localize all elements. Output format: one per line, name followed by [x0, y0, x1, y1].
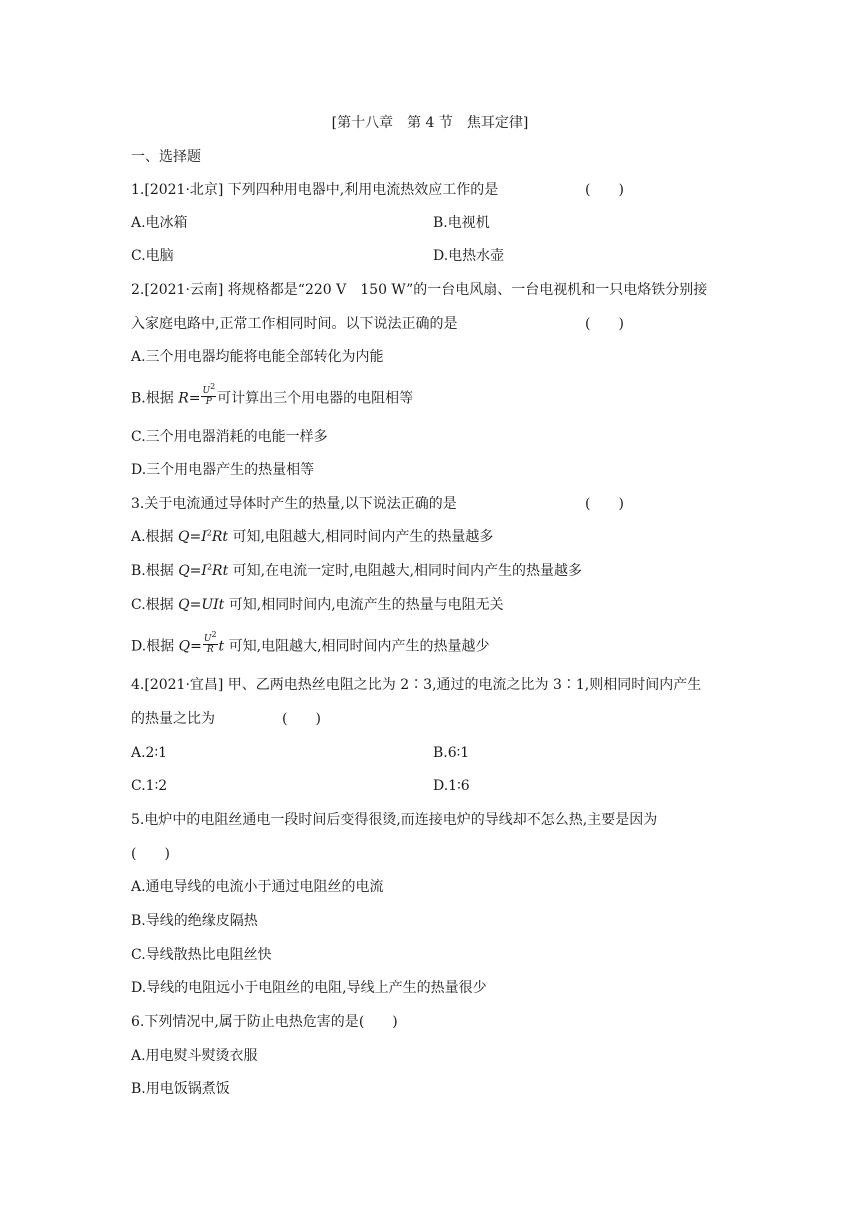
q3-option-b-suffix: 可知,在电流一定时,电阻越大,相同时间内产生的热量越多 — [228, 563, 583, 579]
q2-option-b-eq: = — [188, 390, 201, 407]
q1-stem: 1.[2021·北京] 下列四种用电器中,利用电流热效应工作的是 — [131, 182, 499, 198]
q2-option-d: D.三个用电器产生的热量相等 — [131, 462, 315, 478]
q3-option-d — [131, 630, 490, 657]
q4-answer-blank: ( ) — [282, 711, 321, 727]
q5-stem-line1: 5.电炉中的电阻丝通电一段时间后变得很烫,而连接电炉的导线却不怎么热,主要是因为 — [131, 812, 658, 828]
q3-option-a-exponent: 2 — [206, 528, 212, 538]
q3-option-d-var: t — [218, 638, 225, 655]
q3-option-b-prefix: B.根据 — [131, 563, 179, 579]
q6-stem-text: 6.下列情况中,属于防止电热危害的是 — [131, 1014, 359, 1030]
q3-option-a-suffix: 可知,电阻越大,相同时间内产生的热量越多 — [228, 529, 494, 545]
q3-option-c — [131, 595, 504, 615]
q3-option-d-prefix: D.根据 — [131, 638, 179, 655]
q3-fraction-numerator: U — [203, 634, 212, 644]
q4-option-d: D.1∶6 — [433, 778, 470, 794]
q2-option-a: A.三个用电器均能将电能全部转化为内能 — [131, 349, 384, 365]
q1-answer-blank: ( ) — [585, 182, 624, 198]
q2-option-c: C.三个用电器消耗的电能一样多 — [131, 429, 328, 445]
q2-fraction-numerator: U — [202, 386, 211, 396]
q1-option-d: D.电热水壶 — [433, 248, 505, 264]
section-heading: 一、选择题 — [131, 149, 201, 165]
q6-option-b: B.用电饭锅煮饭 — [131, 1081, 230, 1097]
q3-option-b-exponent: 2 — [206, 562, 213, 572]
q5-option-b: B.导线的绝缘皮隔热 — [131, 913, 258, 929]
q1-option-c: C.电脑 — [131, 248, 174, 264]
q3-option-d-fraction — [203, 630, 218, 655]
q1-option-a: A.电冰箱 — [131, 215, 188, 231]
q2-stem-line2: 入家庭电路中,正常工作相同时间。以下说法正确的是 — [131, 316, 458, 332]
q3-option-c-formula: Q=UIt — [178, 597, 225, 613]
q4-stem-line2: 的热量之比为 — [131, 711, 215, 727]
q3-answer-blank: ( ) — [585, 496, 624, 512]
q2-option-b-var: R — [178, 390, 189, 407]
q6-option-a: A.用电熨斗熨烫衣服 — [131, 1048, 258, 1064]
q5-option-c: C.导线散热比电阻丝快 — [131, 947, 272, 963]
q6-stem — [131, 1012, 398, 1032]
q3-option-a-formula: Q=I — [178, 529, 207, 545]
q3-option-b-formula: Q=I — [178, 563, 207, 579]
q5-option-d: D.导线的电阻远小于电阻丝的电阻,导线上产生的热量很少 — [131, 980, 487, 996]
q3-fraction-exponent: 2 — [211, 630, 217, 639]
q2-fraction-exponent: 2 — [210, 382, 216, 391]
q5-option-a: A.通电导线的电流小于通过电阻丝的电流 — [131, 879, 384, 895]
q4-option-a: A.2∶1 — [131, 745, 168, 761]
q3-option-d-suffix: 可知,电阻越大,相同时间内产生的热量越少 — [224, 638, 490, 655]
q5-answer-blank: ( ) — [131, 846, 170, 862]
q3-option-a-prefix: A.根据 — [131, 529, 179, 545]
page-title: [第十八章 第 4 节 焦耳定律] — [331, 115, 529, 131]
q2-fraction-denominator: P — [205, 397, 212, 407]
q3-option-c-prefix: C.根据 — [131, 597, 179, 613]
q3-option-a — [131, 527, 493, 547]
q2-option-b-suffix: 可计算出三个用电器的电阻相等 — [217, 390, 414, 407]
q2-option-b-prefix: B.根据 — [131, 390, 179, 407]
q6-answer-blank: ( ) — [358, 1014, 398, 1030]
q4-option-b: B.6∶1 — [433, 745, 470, 761]
q3-option-a-formula-end: Rt — [211, 529, 229, 545]
q3-option-b-formula-end: Rt — [212, 563, 229, 579]
q4-option-c: C.1∶2 — [131, 778, 168, 794]
q3-option-d-formula: Q= — [178, 638, 202, 655]
q2-answer-blank: ( ) — [585, 316, 624, 332]
q2-option-b-fraction — [201, 382, 216, 407]
q3-option-b — [131, 561, 582, 581]
q4-stem-line1: 4.[2021·宜昌] 甲、乙两电热丝电阻之比为 2∶3,通过的电流之比为 3∶1,则相同时间内产生 — [131, 677, 702, 693]
q3-option-c-suffix: 可知,相同时间内,电流产生的热量与电阻无关 — [224, 597, 504, 613]
q3-fraction-denominator: R — [206, 645, 214, 655]
q1-option-b: B.电视机 — [433, 215, 490, 231]
q2-option-b — [131, 382, 414, 409]
q2-stem-line1: 2.[2021·云南] 将规格都是“220 V 150 W”的一台电风扇、一台电视机和一只电烙铁分别接 — [131, 282, 708, 298]
q3-stem: 3.关于电流通过导体时产生的热量,以下说法正确的是 — [131, 496, 457, 512]
